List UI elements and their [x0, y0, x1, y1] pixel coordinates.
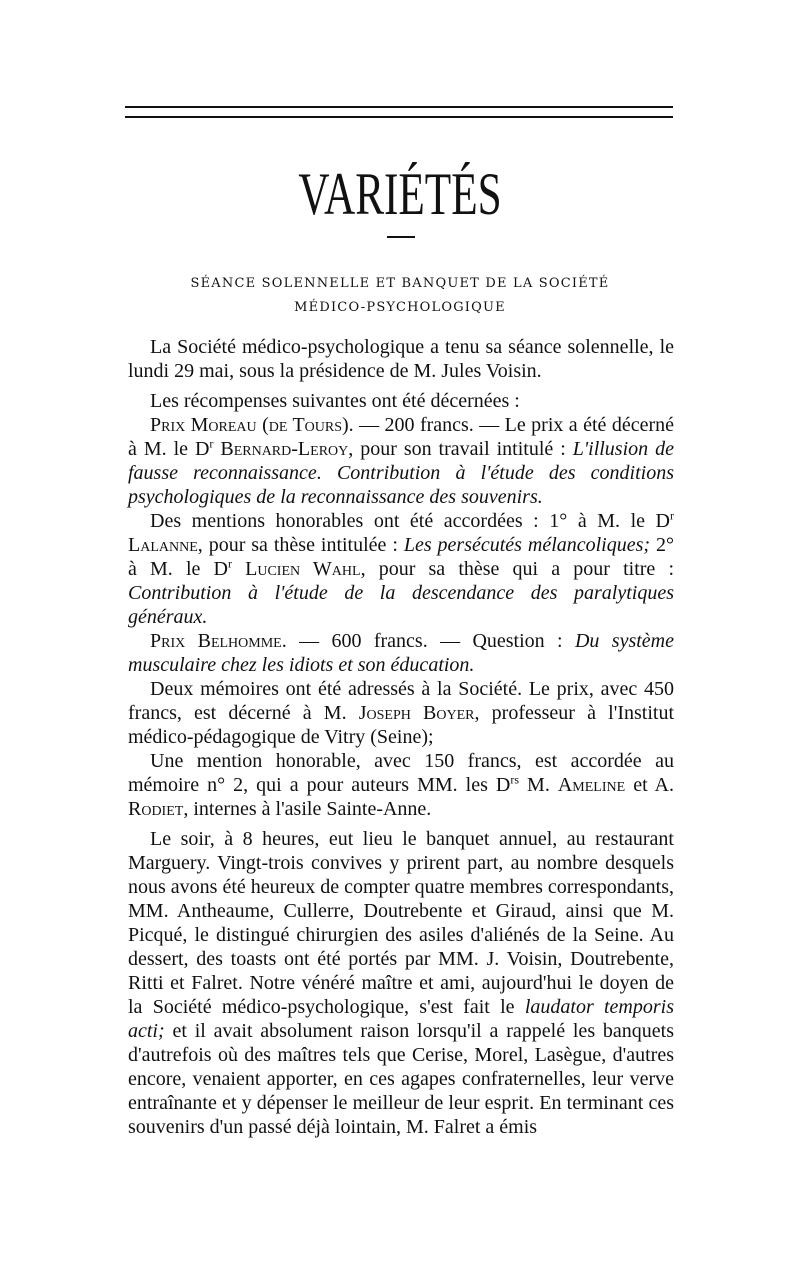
- text-run: et il avait absolument raison lorsqu'il a rappelé les banquets d'autrefois où des maîtres tels que Cerise, Morel, Lasègue, d'autres encore, venaient apporter, en ces agapes confraternelles, leur verve entraînante et y dépenser le meilleur de leur esprit. En terminant ces souvenirs d'un passé déjà lointain, M. Falret a émis: [128, 1020, 674, 1138]
- laureate-name: Ameline: [557, 774, 626, 796]
- paragraph-prix-belhomme: [128, 629, 674, 677]
- prize-name: Prix Moreau (de Tours).: [150, 414, 354, 436]
- prize-name: Prix Belhomme.: [150, 630, 287, 652]
- text-run: , internes à l'asile Sainte-Anne.: [183, 798, 432, 820]
- section-heading-line-2: MÉDICO-PSYCHOLOGIQUE: [294, 300, 506, 315]
- paragraph-mention-honorable: [128, 749, 674, 821]
- paragraph-mentions: [128, 509, 674, 629]
- work-title: Contribution à l'étude de la descendance des paralytiques généraux.: [128, 582, 674, 628]
- paragraph-prix-moreau: [128, 413, 674, 509]
- text-run: et A.: [625, 774, 674, 796]
- superscript: r: [670, 508, 674, 523]
- work-title: L'illusion de fausse reconnaissance. Contribution à l'étude des conditions psychologiques de la reconnaissance des souvenirs.: [128, 438, 674, 508]
- superscript: r: [227, 556, 232, 571]
- paragraph-intro: La Société médico-psychologique a tenu sa séance solennelle, le lundi 29 mai, sous la présidence de M. Jules Voisin.: [128, 336, 674, 382]
- text-run: Une mention honorable, avec 150 francs, est accordée au mémoire n° 2, qui a pour auteurs MM. les D: [128, 750, 674, 796]
- text-run: M.: [519, 774, 558, 796]
- text-run: Des mentions honorables ont été accordées : 1° à M. le D: [150, 510, 670, 532]
- paragraph-awards-heading: Les récompenses suivantes ont été décernées :: [150, 390, 520, 412]
- superscript: r: [209, 436, 214, 451]
- paragraph-banquet: [128, 827, 674, 1139]
- text-run: , pour sa thèse intitulée :: [197, 534, 404, 556]
- section-heading-line-1: SÉANCE SOLENNELLE ET BANQUET DE LA SOCIÉTÉ: [190, 276, 610, 291]
- top-double-rule-lower: [125, 116, 673, 118]
- article-body: [128, 335, 674, 1139]
- text-run: , professeur à l'Institut médico-pédagogique de Vitry (Seine);: [128, 702, 675, 748]
- text-run: — 600 francs. — Question :: [286, 630, 575, 652]
- page-title: VARIÉTÉS: [298, 161, 502, 227]
- laureate-name: Rodiet: [128, 798, 184, 820]
- text-run: Deux mémoires ont été adressés à la Société. Le prix, avec 450 francs, est décerné à M.: [128, 678, 674, 724]
- latin-quote: laudator temporis acti;: [128, 996, 674, 1042]
- superscript: rs: [510, 772, 520, 787]
- paragraph-memoires: [128, 677, 674, 749]
- text-run: Le soir, à 8 heures, eut lieu le banquet annuel, au restaurant Marguery. Vingt-trois convives y prirent part, au nombre desquels nous avons été heureux de compter quatre membres correspondants, MM. Antheaume, Cullerre, Doutrebente et Giraud, ainsi que M. Picqué, le distingué chirurgien des asiles d'aliénés de la Seine. Au dessert, des toasts ont été portés par MM. J. Voisin, Doutrebente, Ritti et Falret. Notre vénéré maître et ami, aujourd'hui le doyen de la Société médico-psychologique, s'est fait le: [128, 828, 674, 1018]
- laureate-name: Lucien Wahl: [231, 558, 361, 580]
- top-double-rule-upper: [125, 106, 673, 108]
- text-run: 2° à M. le D: [128, 534, 675, 580]
- laureate-name: Bernard-Leroy: [213, 438, 349, 460]
- work-title: Les persécutés mélancoliques;: [403, 534, 651, 556]
- question-title: Du système musculaire chez les idiots et son éducation.: [128, 630, 674, 676]
- laureate-name: Lalanne: [128, 534, 198, 556]
- laureate-name: Joseph Boyer: [358, 702, 475, 724]
- title-divider: [387, 236, 415, 238]
- text-run: , pour sa thèse qui a pour titre :: [360, 558, 674, 580]
- text-run: — 200 francs. — Le prix a été décerné à M. le D: [128, 414, 674, 460]
- text-run: , pour son travail intitulé :: [348, 438, 573, 460]
